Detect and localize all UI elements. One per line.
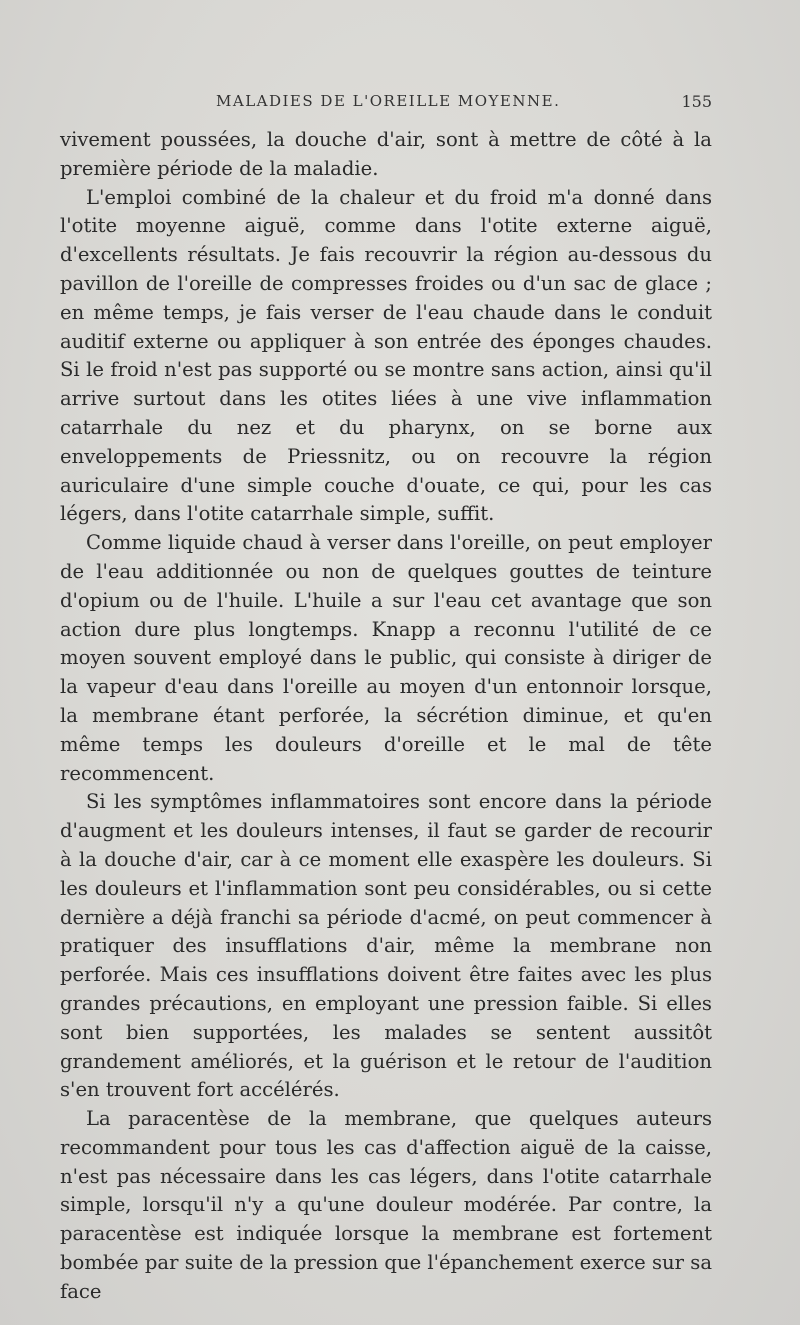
paragraph-inflammation: Si les symptômes inflammatoires sont encore dans la période d'augment et les douleurs intenses, il faut se garder de recourir à la douche d'air, car à ce moment elle exaspère les douleurs. Si les douleurs et l'inflammation sont peu considérables, ou si cette dernière a déjà franchi sa période d'acmé, on peut commencer à pratiquer des insufflations d'air, même la membrane non perforée. Mais ces insufflations doivent être faites avec les plus grandes précautions, en employant une pression faible. Si elles sont bien supportées, les malades se sentent aussitôt grandement améliorés, et la guérison et le retour de l'audition s'en trouvent fort accélérés. xyxy=(60,790,712,1102)
running-head xyxy=(60,92,712,114)
running-title: MALADIES DE L'OREILLE MOYENNE. xyxy=(216,92,561,110)
body-text xyxy=(60,126,712,1307)
paragraph-continuation: vivement poussées, la douche d'air, sont à mettre de côté à la première période de la maladie. xyxy=(60,128,712,180)
paragraph-warm-liquid: Comme liquide chaud à verser dans l'oreille, on peut employer de l'eau additionnée ou non de quelques gouttes de teinture d'opium ou de l'huile. L'huile a sur l'eau cet avantage que son action dure plus longtemps. Knapp a reconnu l'utilité de ce moyen souvent employé dans le public, qui consiste à diriger de la vapeur d'eau dans l'oreille au moyen d'un entonnoir lorsque, la membrane étant perforée, la sécrétion diminue, et qu'en même temps les douleurs d'oreille et le mal de tête recommencent. xyxy=(60,531,712,785)
page-number: 155 xyxy=(681,92,712,111)
paragraph-paracentesis: La paracentèse de la membrane, que quelques auteurs recommandent pour tous les cas d'affection aiguë de la caisse, n'est pas nécessaire dans les cas légers, dans l'otite catarrhale simple, lorsqu'il n'y a qu'une douleur modérée. Par contre, la paracentèse est indiquée lorsque la membrane est fortement bombée par suite de la pression que l'épanchement exerce sur sa face xyxy=(60,1107,712,1303)
paragraph-heat-cold: L'emploi combiné de la chaleur et du froid m'a donné dans l'otite moyenne aiguë, comme dans l'otite externe aiguë, d'excellents résultats. Je fais recouvrir la région au-dessous du pavillon de l'oreille de compresses froides ou d'un sac de glace ; en même temps, je fais verser de l'eau chaude dans le conduit auditif externe ou appliquer à son entrée des éponges chaudes. Si le froid n'est pas supporté ou se montre sans action, ainsi qu'il arrive surtout dans les otites liées à une vive inflammation catarrhale du nez et du pharynx, on se borne aux enveloppements de Priessnitz, ou on recouvre la région auriculaire d'une simple couche d'ouate, ce qui, pour les cas légers, dans l'otite catarrhale simple, suffit. xyxy=(60,185,712,526)
